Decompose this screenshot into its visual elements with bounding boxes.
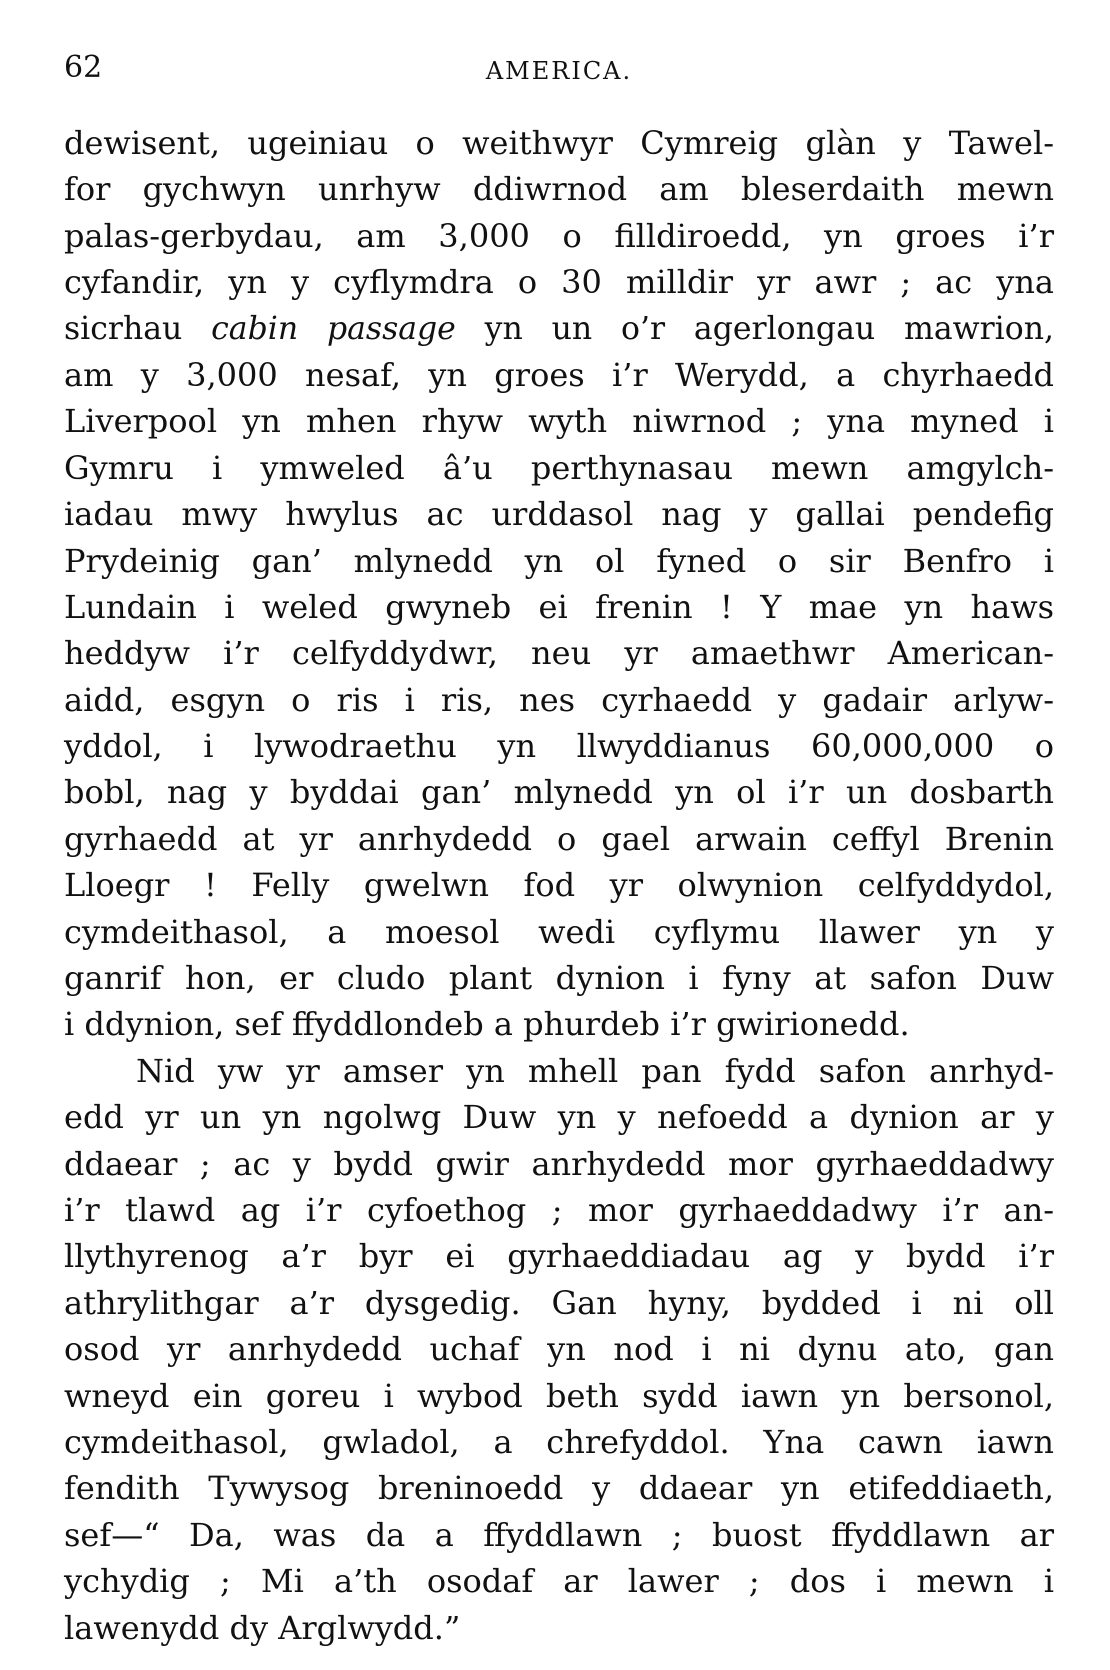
page-number: 62 (64, 50, 103, 85)
text-line: heddyw i’r celfyddydwr, neu yr amaethwr American- (64, 634, 1054, 673)
text-line: cymdeithasol, gwladol, a chrefyddol. Yna cawn iawn (64, 1422, 1054, 1461)
text-line: Lloegr ! Felly gwelwn fod yr olwynion celfyddydol, (64, 866, 1054, 905)
text-line: athrylithgar a’r dysgedig. Gan hyny, bydded i ni oll (64, 1283, 1054, 1322)
text-line: am y 3,000 nesaf, yn groes i’r Werydd, a chyrhaedd (64, 355, 1054, 394)
running-title: AMERICA. (485, 57, 633, 85)
paragraph-end-line: lawenydd dy Arglwydd.” (64, 1608, 461, 1647)
text-line: wneyd ein goreu i wybod beth sydd iawn yn bersonol, (64, 1376, 1054, 1415)
text-line: gyrhaedd at yr anrhydedd o gael arwain ceffyl Brenin (64, 819, 1054, 858)
paragraph-end-line: i ddynion, sef ffyddlondeb a phurdeb i’r gwirionedd. (64, 1005, 910, 1044)
body-text (64, 120, 1054, 1651)
text-line: bobl, nag y byddai gan’ mlynedd yn ol i’r un dosbarth (64, 773, 1054, 812)
text-fragment: yn un o’r agerlongau mawrion, (455, 310, 1054, 347)
text-line: ddaear ; ac y bydd gwir anrhydedd mor gyrhaeddadwy (64, 1144, 1054, 1183)
running-header (64, 48, 1054, 88)
text-line: edd yr un yn ngolwg Duw yn y nefoedd a dynion ar y (64, 1098, 1054, 1137)
text-line: for gychwyn unrhyw ddiwrnod am bleserdaith mewn (64, 170, 1054, 209)
text-line: aidd, esgyn o ris i ris, nes cyrhaedd y gadair arlyw- (64, 680, 1054, 719)
text-line: Liverpool yn mhen rhyw wyth niwrnod ; yna myned i (64, 402, 1054, 441)
text-fragment: sicrhau (64, 310, 212, 347)
text-line: dewisent, ugeiniau o weithwyr Cymreig glàn y Tawel- (64, 124, 1054, 162)
text-line: llythyrenog a’r byr ei gyrhaeddiadau ag y bydd i’r (64, 1237, 1054, 1276)
text-line: i’r tlawd ag i’r cyfoethog ; mor gyrhaeddadwy i’r an- (64, 1190, 1054, 1229)
paragraph-start-line: Nid yw yr amser yn mhell pan fydd safon anrhyd- (136, 1051, 1054, 1090)
text-line: cymdeithasol, a moesol wedi cyflymu llawer yn y (64, 912, 1054, 951)
text-line: ychydig ; Mi a’th osodaf ar lawer ; dos i mewn i (64, 1562, 1054, 1601)
text-line: iadau mwy hwylus ac urddasol nag y gallai pendefig (64, 495, 1054, 534)
text-line: sef—“ Da, was da a ffyddlawn ; buost ffyddlawn ar (64, 1515, 1054, 1554)
text-line: Lundain i weled gwyneb ei frenin ! Y mae yn haws (64, 587, 1054, 626)
text-line: cyfandir, yn y cyflymdra o 30 milldir yr awr ; ac yna (64, 263, 1054, 302)
text-line: Gymru i ymweled â’u perthynasau mewn amgylch- (64, 448, 1054, 487)
text-line: Prydeinig gan’ mlynedd yn ol fyned o sir Benfro i (64, 541, 1054, 580)
italic-phrase: cabin passage (211, 310, 456, 347)
text-line: osod yr anrhydedd uchaf yn nod i ni dynu ato, gan (64, 1330, 1054, 1369)
text-line-with-italic (64, 306, 1054, 352)
text-line: palas-gerbydau, am 3,000 o filldiroedd, yn groes i’r (64, 216, 1054, 255)
text-line: fendith Tywysog breninoedd y ddaear yn etifeddiaeth, (64, 1469, 1054, 1508)
text-line: ganrif hon, er cludo plant dynion i fyny at safon Duw (64, 959, 1054, 998)
text-line: yddol, i lywodraethu yn llwyddianus 60,000,000 o (64, 727, 1054, 766)
